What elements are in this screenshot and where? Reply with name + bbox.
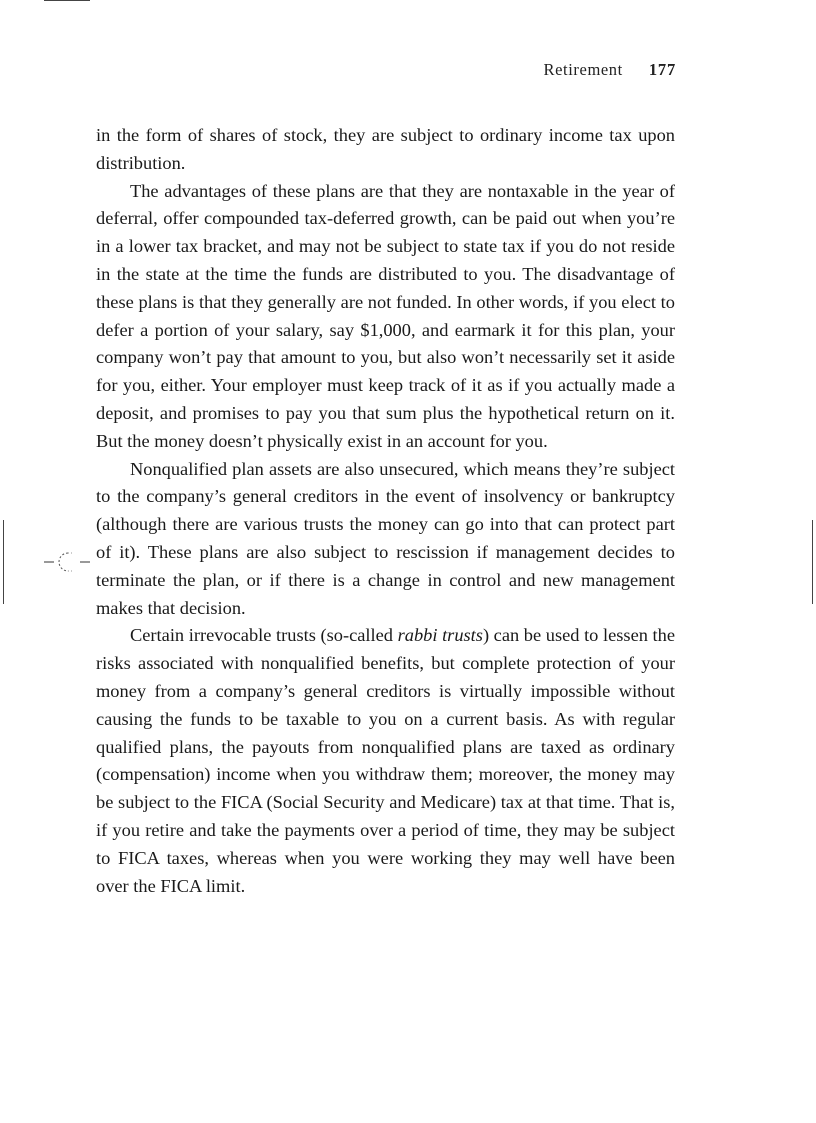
crop-mark-left — [3, 520, 4, 604]
crop-mark-right — [812, 520, 813, 604]
page-number: 177 — [648, 60, 676, 79]
paragraph-text: ) can be used to lessen the risks associated with nonqualified benefits, but complete protection of your money from a company’s general creditors is virtually impossible without causing the funds to be taxable to you on a current basis. As with regular qualified plans, the payouts from nonqualified plans are taxed as ordinary (compensation) income when you withdraw them; moreover, the money may be subject to the FICA (Social Security and Medicare) tax at that time. That is, if you retire and take the payments over a period of time, they may be subject to FICA taxes, whereas when you were working they may well have been over the FICA limit. — [96, 625, 675, 896]
running-head — [544, 60, 676, 80]
paragraph — [96, 456, 675, 623]
paragraph-text: Certain irrevocable trusts (so-called — [130, 625, 398, 646]
paragraph — [96, 178, 675, 456]
paragraph-text: in the form of shares of stock, they are subject to ordinary income tax upon distribution. — [96, 125, 675, 173]
registration-mark-icon — [44, 548, 90, 576]
paragraph — [96, 622, 675, 900]
paragraph-text: The advantages of these plans are that they are nontaxable in the year of deferral, offer compounded tax-deferred growth, can be paid out when you’re in a lower tax bracket, and may not be subject to state tax if you do not reside in the state at the time the funds are distributed to you. The disadvantage of these plans is that they generally are not funded. In other words, if you elect to defer a portion of your salary, say $1,000, and earmark it for this plan, your company won’t pay that amount to you, but also won’t necessarily set it aside for you, either. Your employer must keep track of it as if you actually made a deposit, and promises to pay you that sum plus the hypothetical return on it. But the money doesn’t physically exist in an account for you. — [96, 180, 675, 451]
running-head-section: Retirement — [543, 60, 623, 79]
italic-term: rabbi trusts — [397, 625, 483, 646]
crop-mark-top — [44, 0, 90, 1]
body-text — [96, 122, 675, 900]
paragraph-text: Nonqualified plan assets are also unsecured, which means they’re subject to the company’s general creditors in the event of insolvency or bankruptcy (although there are various trusts the money can go into that can protect part of it). These plans are also subject to rescission if management decides to terminate the plan, or if there is a change in control and new management makes that decision. — [96, 458, 675, 618]
paragraph — [96, 122, 675, 178]
